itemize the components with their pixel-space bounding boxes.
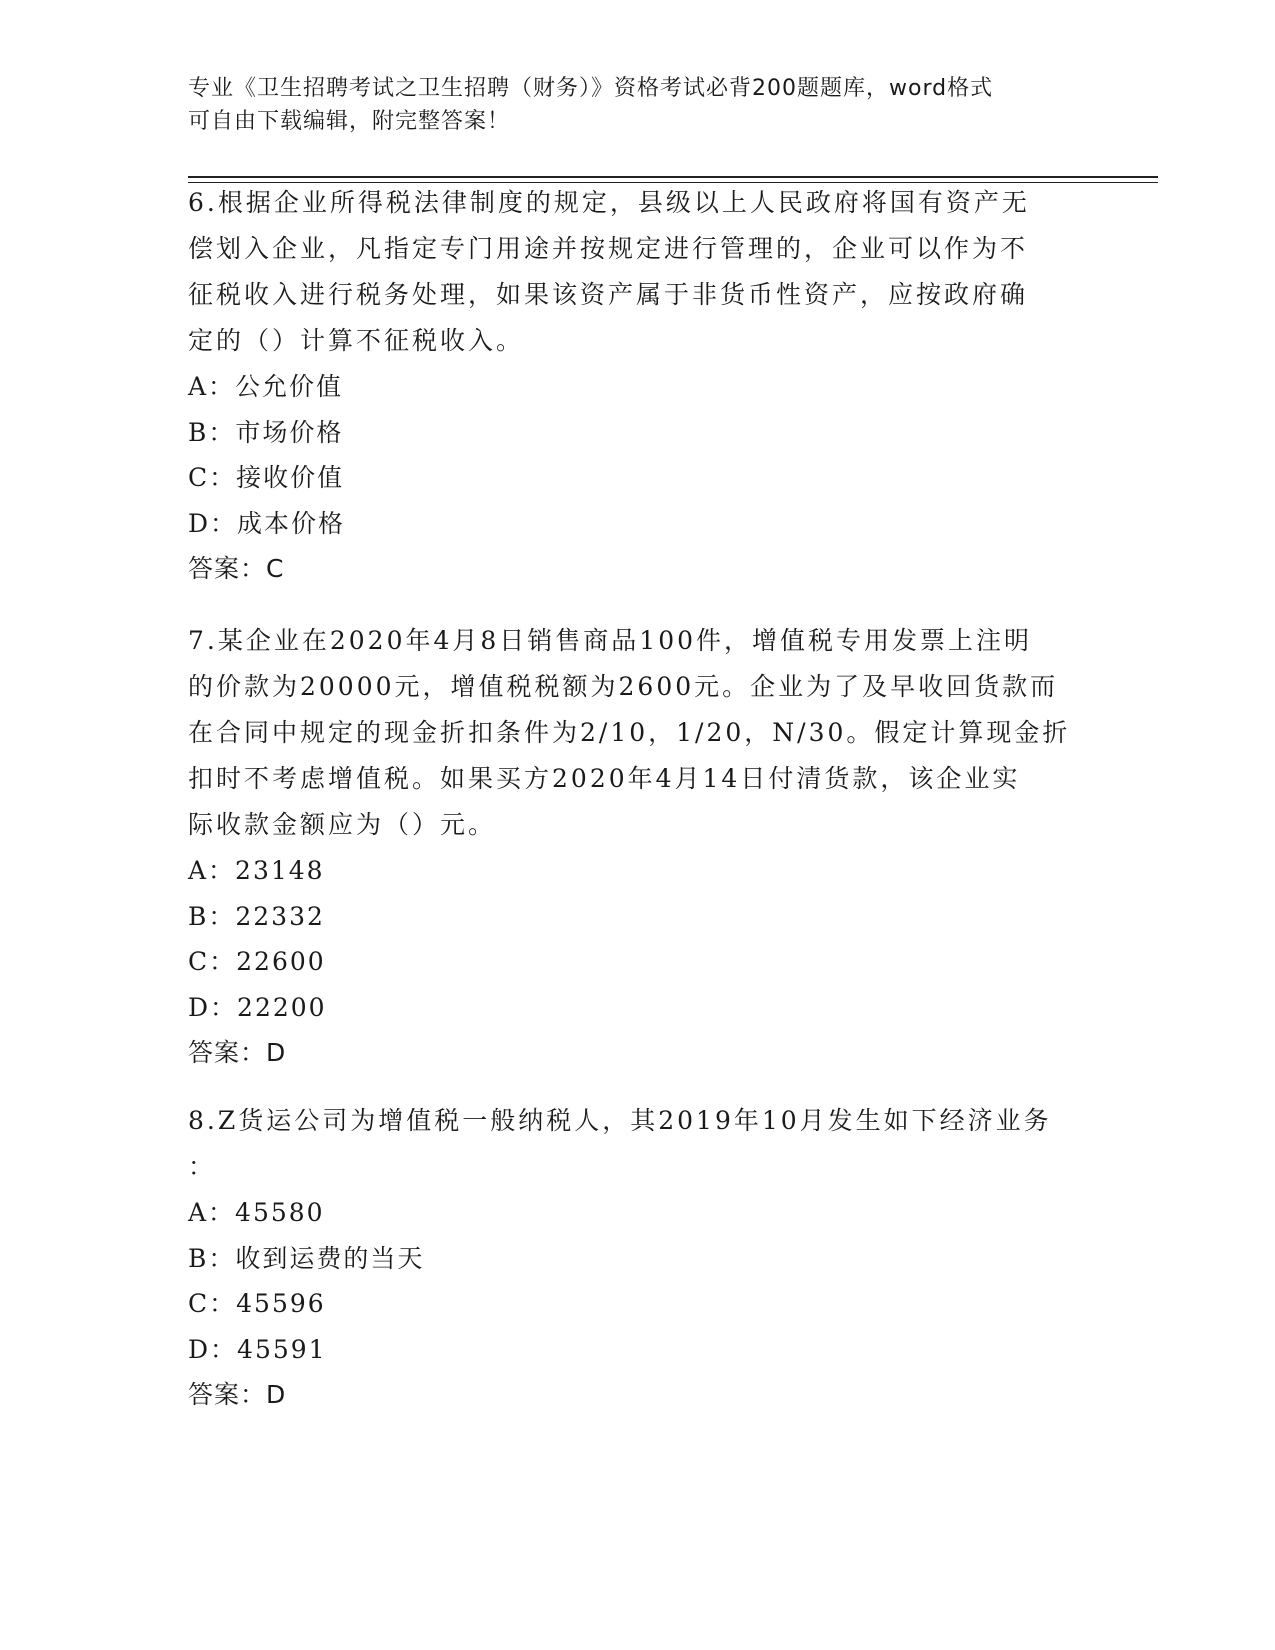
option-c: C：22600 [188,947,326,976]
question-line: 8.Z货运公司为增值税一般纳税人，其2019年10月发生如下经济业务 [188,1106,1052,1135]
question-line: 6.根据企业所得税法律制度的规定，县级以上人民政府将国有资产无 [188,188,1030,217]
question-6 [188,180,1088,592]
option-d: D：45591 [188,1334,327,1364]
option-c: C：接收价值 [188,463,345,492]
question-line: 在合同中规定的现金折扣条件为2/10，1/20，N/30。假定计算现金折 [188,718,1071,747]
question-line: 7.某企业在2020年4月8日销售商品100件，增值税专用发票上注明 [188,626,1033,655]
question-line: 际收款金额应为（）元。 [188,810,497,839]
question-line: 扣时不考虑增值税。如果买方2020年4月14日付清货款，该企业实 [188,764,1021,793]
option-a: A：45580 [188,1198,325,1227]
question-7 [188,618,1088,1076]
question-line: 征税收入进行税务处理，如果该资产属于非货币性资产，应按政府确 [188,280,1029,309]
question-line: 偿划入企业，凡指定专门用途并按规定进行管理的，企业可以作为不 [188,234,1029,263]
question-line: ： [188,1152,217,1181]
option-b: B：市场价格 [188,417,344,447]
question-line: 的价款为20000元，增值税税额为2600元。企业为了及早收回货款而 [188,672,1059,701]
answer: 答案：D [188,1380,287,1409]
answer: 答案：C [188,554,285,583]
question-8 [188,1098,1088,1418]
option-d: D：22200 [188,992,327,1022]
option-d: D：成本价格 [188,508,346,538]
document-header [188,72,1088,138]
question-line: 定的（）计算不征税收入。 [188,326,525,355]
header-line-1: 专业《卫生招聘考试之卫生招聘（财务）》资格考试必背200题题库，word格式 [188,76,994,101]
option-b: B：22332 [188,901,325,931]
header-line-2: 可自由下载编辑，附完整答案！ [188,109,511,134]
option-b: B：收到运费的当天 [188,1243,425,1273]
option-a: A：23148 [188,856,325,885]
answer: 答案：D [188,1038,287,1067]
header-divider-thick [188,176,1158,178]
option-c: C：45596 [188,1289,326,1318]
option-a: A：公允价值 [188,372,344,401]
